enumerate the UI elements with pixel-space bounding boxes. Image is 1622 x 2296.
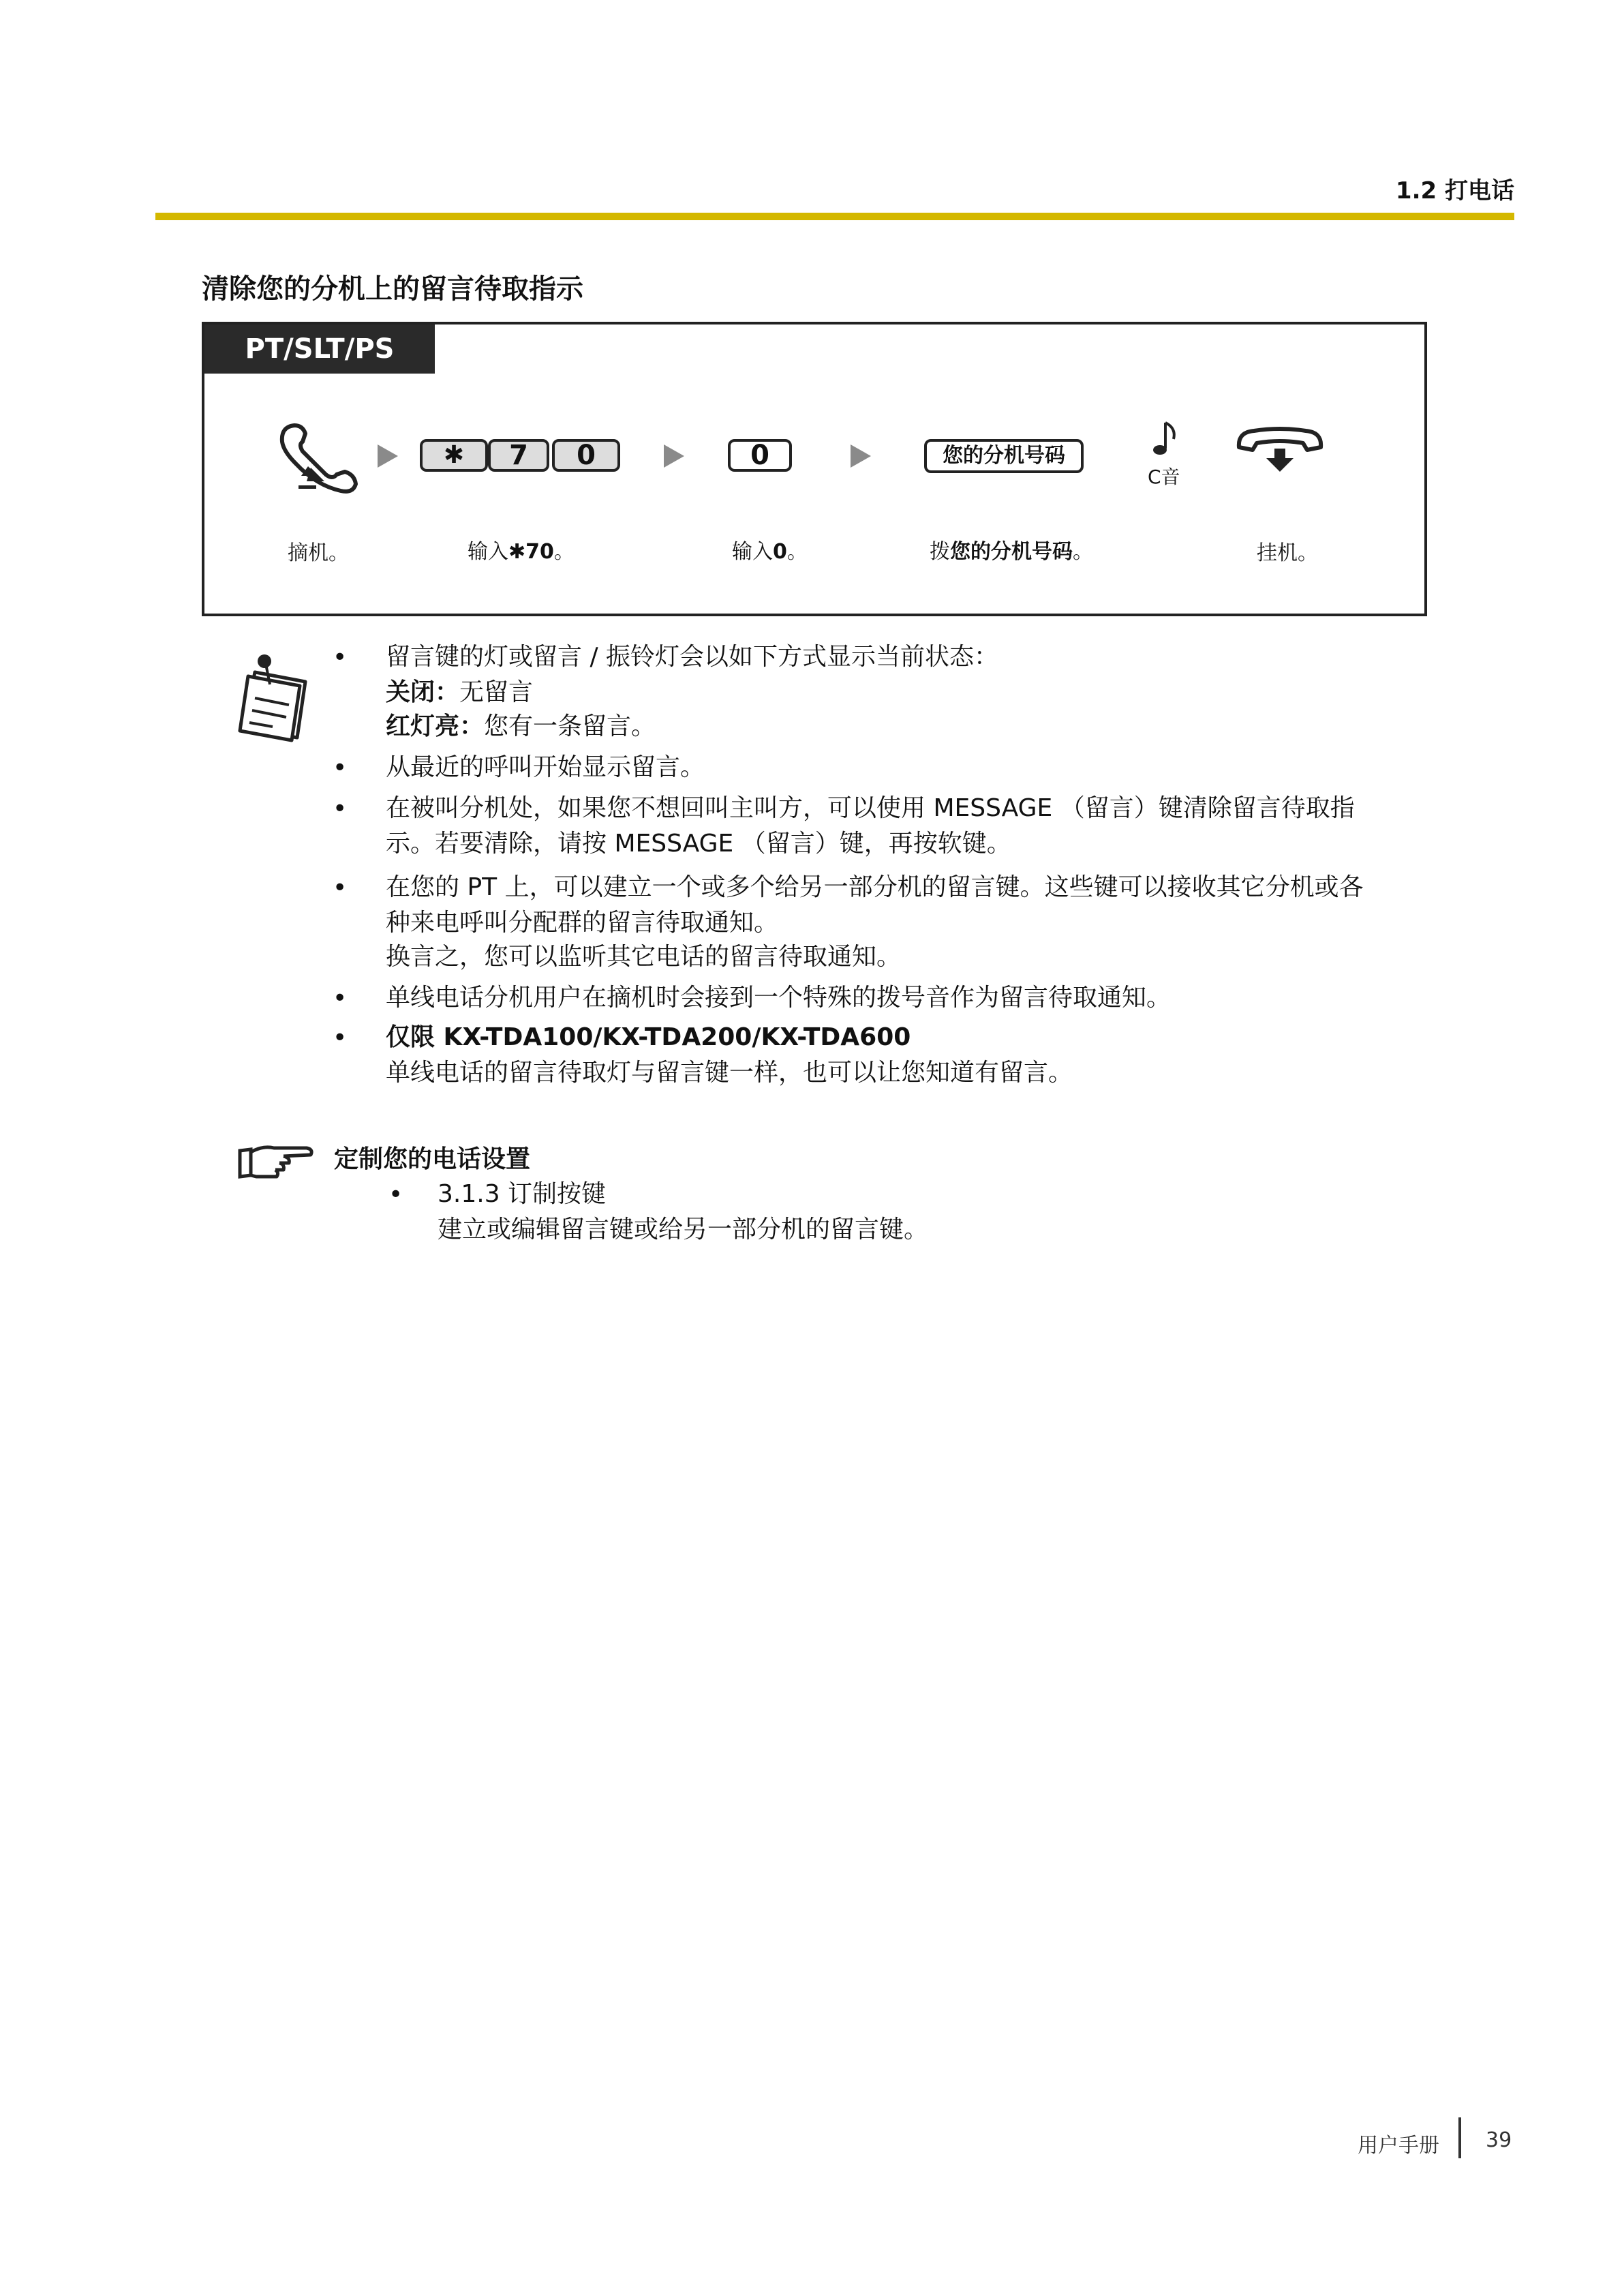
- note-6-line-2: 单线电话的留言待取灯与留言键一样，也可以让您知道有留言。: [386, 1059, 1073, 1087]
- note-3-line-2: 示。若要清除，请按 MESSAGE （留言）键，再按软键。: [386, 830, 1011, 858]
- note-1-line-1: 留言键的灯或留言 / 振铃灯会以如下方式显示当前状态：: [386, 643, 999, 671]
- page-number: 39: [1486, 2128, 1512, 2152]
- tone-label: C音: [1148, 466, 1180, 488]
- procedure-tab-label: PT/SLT/PS: [204, 324, 435, 374]
- key-extension-number: 您的分机号码: [924, 439, 1084, 473]
- bullet-marker: •: [333, 644, 348, 671]
- onhook-handset-icon: [1234, 424, 1326, 483]
- memo-note-icon: [234, 652, 318, 744]
- page-title: 清除您的分机上的留言待取指示: [202, 273, 583, 305]
- footer-manual-label: 用户手册: [1358, 2134, 1439, 2158]
- bullet-marker: •: [333, 984, 348, 1012]
- bullet-marker: •: [388, 1181, 403, 1209]
- note-3-line-1: 在被叫分机处，如果您不想回叫主叫方，可以使用 MESSAGE （留言）键清除留言待取指: [386, 794, 1355, 822]
- note-4-line-1: 在您的 PT 上，可以建立一个或多个给另一部分机的留言键。这些键可以接收其它分机或各: [386, 873, 1364, 901]
- key-star: ✱: [420, 439, 488, 472]
- caption-input-0: 输入0。: [732, 540, 808, 564]
- key-seven: 7: [488, 439, 549, 472]
- note-5: 单线电话分机用户在摘机时会接到一个特殊的拨号音作为留言待取通知。: [386, 984, 1172, 1012]
- note-1-red: 红灯亮：您有一条留言。: [386, 712, 656, 740]
- caption-dial-extension: 拨您的分机号码。: [930, 540, 1093, 564]
- step-arrow-2: [664, 444, 684, 468]
- section-reference: 1.2 打电话: [1395, 177, 1514, 205]
- caption-offhook: 摘机。: [288, 541, 349, 565]
- related-item-desc: 建立或编辑留言键或给另一部分机的留言键。: [438, 1215, 929, 1243]
- note-2: 从最近的呼叫开始显示留言。: [386, 753, 705, 781]
- note-1-off: 关闭：无留言: [386, 678, 534, 706]
- related-section-title: 定制您的电话设置: [334, 1145, 531, 1173]
- caption-onhook: 挂机。: [1257, 541, 1318, 565]
- pointing-hand-icon: [236, 1141, 316, 1183]
- key-zero: 0: [552, 439, 620, 472]
- step-arrow-1: [378, 444, 398, 468]
- key-zero-single: 0: [728, 439, 792, 472]
- music-note-icon: [1149, 419, 1180, 459]
- bullet-marker: •: [333, 874, 348, 902]
- offhook-handset-icon: [275, 421, 364, 496]
- bullet-marker: •: [333, 1024, 348, 1052]
- note-4-line-3: 换言之，您可以监听其它电话的留言待取通知。: [386, 943, 902, 971]
- note-4-line-2: 种来电呼叫分配群的留言待取通知。: [386, 909, 779, 937]
- related-item-ref[interactable]: 3.1.3 订制按键: [438, 1180, 607, 1208]
- bullet-marker: •: [333, 795, 348, 823]
- note-6-title: 仅限 KX-TDA100/KX-TDA200/KX-TDA600: [386, 1023, 911, 1051]
- caption-input-star70: 输入✱70。: [468, 540, 575, 564]
- header-rule: [155, 213, 1514, 220]
- step-arrow-3: [851, 444, 871, 468]
- bullet-marker: •: [333, 754, 348, 782]
- footer-divider: [1458, 2117, 1461, 2158]
